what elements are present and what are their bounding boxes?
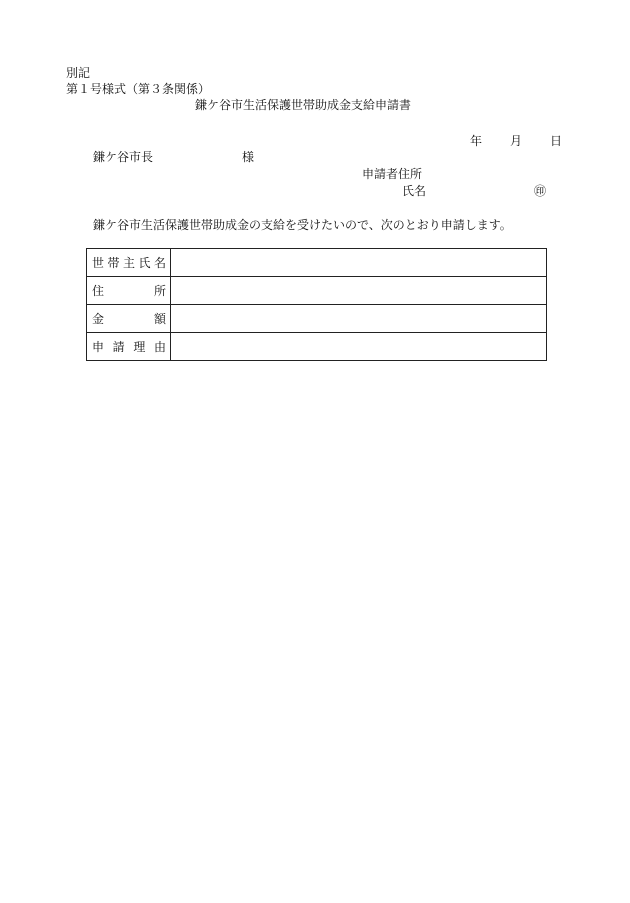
household-head-name-label: 世 帯 主 氏 名 xyxy=(87,249,171,277)
table-row xyxy=(87,249,547,277)
address-label: 住 所 xyxy=(87,277,171,305)
table-row xyxy=(87,333,547,361)
table-row xyxy=(87,305,547,333)
date-day: 日 xyxy=(550,134,563,148)
application-statement: 鎌ケ谷市生活保護世帯助成金の支給を受けたいので、次のとおり申請します。 xyxy=(93,218,512,232)
addressee-name: 鎌ケ谷市長 xyxy=(93,150,154,164)
application-reason-label: 申 請 理 由 xyxy=(87,333,171,361)
applicant-address-label: 申請者住所 xyxy=(362,167,423,181)
application-table xyxy=(86,248,547,361)
household-head-name-field[interactable] xyxy=(171,249,547,277)
address-field[interactable] xyxy=(171,277,547,305)
form-number: 第１号様式（第３条関係） xyxy=(66,82,211,96)
amount-label: 金 額 xyxy=(87,305,171,333)
seal-mark: ㊞ xyxy=(534,184,547,198)
application-reason-field[interactable] xyxy=(171,333,547,361)
applicant-name-label: 氏名 xyxy=(402,184,427,198)
document-title: 鎌ケ谷市生活保護世帯助成金支給申請書 xyxy=(195,98,412,112)
table-row xyxy=(87,277,547,305)
appendix-label: 別記 xyxy=(66,66,91,80)
addressee-honorific: 様 xyxy=(242,150,255,164)
date-year: 年 xyxy=(470,134,483,148)
amount-field[interactable] xyxy=(171,305,547,333)
date-month: 月 xyxy=(510,134,523,148)
